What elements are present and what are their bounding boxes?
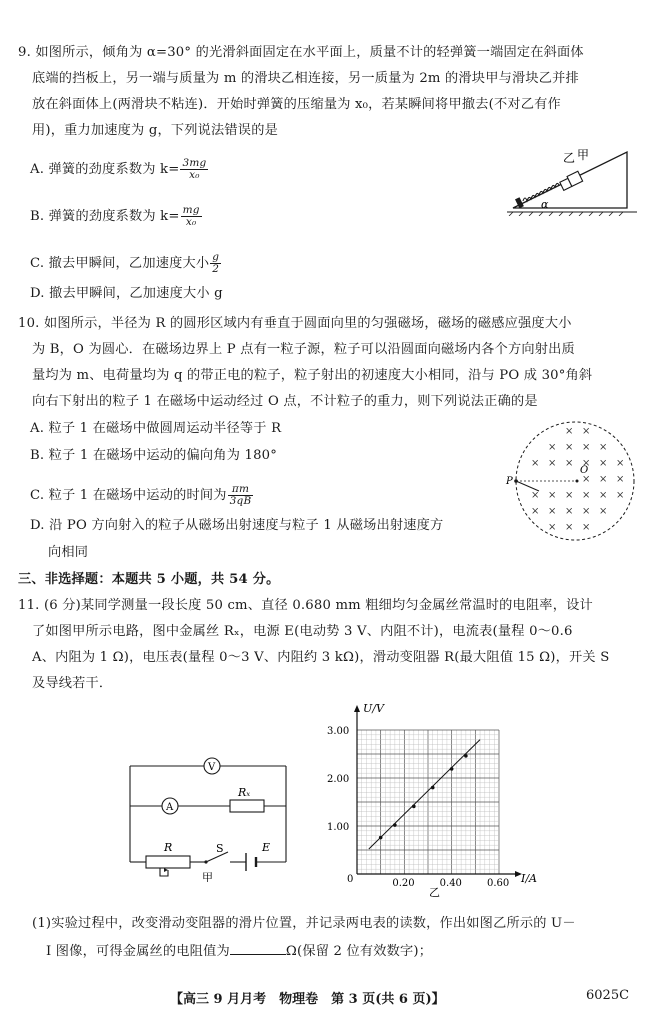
field-cross: ×: [616, 474, 625, 485]
field-cross: ×: [548, 490, 557, 501]
x-tick-label: 0.60: [487, 878, 510, 889]
label-yi: 乙: [563, 151, 576, 165]
field-crosses: [531, 426, 624, 533]
label-o: O: [580, 465, 589, 476]
resistor-rx: [230, 800, 264, 812]
field-cross: ×: [582, 474, 591, 485]
ground-hatch: [509, 212, 623, 216]
data-point: [412, 805, 416, 809]
resistor-rx-label: Rₓ: [238, 786, 251, 799]
data-point: [450, 767, 454, 771]
field-cross: ×: [565, 442, 574, 453]
field-cross: ×: [582, 458, 591, 469]
rheostat-label: R: [164, 841, 173, 854]
footer-title: 【高三 9 月月考 物理卷 第 3 页(共 6 页)】: [170, 992, 445, 1007]
q11-sub1-suffix: Ω(保留 2 位有效数字)；: [285, 944, 433, 959]
answer-blank[interactable]: [230, 942, 286, 955]
field-cross: ×: [548, 506, 557, 517]
data-point: [379, 836, 383, 840]
field-cross: ×: [531, 458, 540, 469]
data-point: [431, 786, 435, 790]
label-alpha: α: [541, 198, 549, 211]
q9-line-1: 9. 如图所示，倾角为 α=30° 的光滑斜面固定在水平面上，质量不计的轻弹簧一端固定在斜面体: [18, 45, 584, 60]
q9-option-b-text: B. 弹簧的劲度系数为 k=: [30, 209, 180, 224]
circuit-diagram: [124, 752, 294, 882]
graph-caption: 乙: [429, 886, 440, 898]
point-p: [514, 479, 518, 483]
field-cross: ×: [599, 490, 608, 501]
x-tick-label: 0.20: [392, 878, 415, 889]
graph-axes: [354, 705, 522, 877]
field-cross: ×: [616, 490, 625, 501]
y-tick-label: 3.00: [327, 726, 350, 737]
battery-label: E: [262, 841, 271, 854]
q10-option-d-line-2: 向相同: [48, 545, 89, 560]
q11-line-4: 及导线若干．: [32, 676, 113, 691]
q11-line-3: A、内阻为 1 Ω)，电压表(量程 0～3 V、内阻约 3 kΩ)，滑动变阻器 R(最大阻值 15 Ω)，开关 S: [32, 650, 610, 665]
q10-option-b: B. 粒子 1 在磁场中运动的偏向角为 180°: [30, 448, 278, 463]
field-cross: ×: [565, 426, 574, 437]
y-axis-arrow: [354, 705, 360, 712]
voltmeter-label: V: [208, 762, 216, 773]
field-cross: ×: [565, 458, 574, 469]
graph-grid: [357, 730, 499, 874]
q10-line-1: 10. 如图所示，半径为 R 的圆形区域内有垂直于圆面向里的匀强磁场，磁场的磁感应强度大小: [18, 316, 572, 331]
q10-line-4: 向右下射出的粒子 1 在磁场中运动经过 O 点，不计粒子的重力，则下列说法正确的是: [32, 394, 538, 409]
blocks: [559, 171, 583, 190]
y-tick-label: 2.00: [327, 774, 350, 785]
q10-option-a: A. 粒子 1 在磁场中做圆周运动半径等于 R: [30, 421, 282, 436]
q9-option-b: [30, 205, 202, 228]
field-cross: ×: [548, 458, 557, 469]
x-axis-label: I/A: [521, 872, 537, 885]
q10-option-d-line-1: D. 沿 PO 方向射入的粒子从磁场出射速度与粒子 1 从磁场出射速度方: [30, 518, 444, 533]
data-point: [464, 754, 468, 758]
rheostat-slider: [164, 868, 168, 872]
q11-line-2: 了如图甲所示电路，图中金属丝 Rₓ，电源 E(电动势 3 V、内阻不计)，电流表(量程 0～0.6: [32, 624, 573, 639]
switch-pivot: [204, 860, 207, 863]
q9-line-3: 放在斜面体上(两滑块不粘连)．开始时弹簧的压缩量为 x₀，若某瞬间将甲撤去(不对乙有作: [32, 97, 561, 112]
rheostat-r: [146, 856, 190, 868]
label-jia: 甲: [577, 148, 590, 162]
q9-option-c-text: C. 撤去甲瞬间，乙加速度大小: [30, 256, 210, 271]
magnetic-field-figure: [505, 420, 643, 544]
field-cross: ×: [582, 522, 591, 533]
q11-line-1: 11. (6 分)某同学测量一段长度 50 cm、直径 0.680 mm 粗细均匀金属丝常温时的电阻率，设计: [18, 598, 593, 613]
footer-code: 6025C: [586, 988, 630, 1003]
q11-sub1-line-2: [46, 942, 432, 960]
y-tick-label: 1.00: [327, 822, 350, 833]
field-cross: ×: [599, 442, 608, 453]
q11-sub1-prefix: I 图像，可得金属丝的电阻值为: [46, 944, 230, 959]
ammeter-label: A: [166, 802, 174, 813]
field-cross: ×: [582, 442, 591, 453]
q10-line-3: 量均为 m、电荷量均为 q 的带正电的粒子，粒子射出的初速度大小相同，沿与 PO 成 30°角斜: [32, 368, 593, 383]
q10-option-c-fraction: $\frac{\pi m}{3qB}$: [229, 483, 252, 507]
q10-line-2: 为 B，O 为圆心．在磁场边界上 P 点有一粒子源，粒子可以沿圆面向磁场内各个方向射出质: [32, 342, 575, 357]
field-cross: ×: [582, 426, 591, 437]
field-cross: ×: [548, 442, 557, 453]
field-cross: ×: [582, 490, 591, 501]
q9-option-b-fraction: $\frac{mg}{\text{x₀}}$: [182, 204, 200, 228]
q9-option-a: [30, 158, 208, 181]
label-p: P: [506, 476, 513, 487]
field-cross: ×: [565, 506, 574, 517]
data-point: [393, 823, 397, 827]
q9-option-c-fraction: $\frac{g}{2}$: [212, 251, 220, 275]
q9-option-a-text: A. 弹簧的劲度系数为 k=: [30, 162, 180, 177]
y-axis-label: U/V: [363, 702, 384, 715]
q9-option-c: [30, 252, 221, 275]
q9-option-d: D. 撤去甲瞬间，乙加速度大小 g: [30, 286, 223, 301]
x-tick-label: 0.40: [439, 878, 462, 889]
q11-sub1-line-1: (1)实验过程中，改变滑动变阻器的滑片位置，并记录两电表的读数，作出如图乙所示的 U－: [32, 916, 576, 931]
field-cross: ×: [616, 458, 625, 469]
field-cross: ×: [599, 506, 608, 517]
circuit-caption: 甲: [202, 871, 213, 882]
field-cross: ×: [531, 490, 540, 501]
point-o: [576, 480, 579, 483]
field-cross: ×: [599, 474, 608, 485]
field-cross: ×: [599, 458, 608, 469]
origin-label: 0: [347, 874, 354, 885]
q9-option-a-fraction: $\frac{3mg}{\text{x₀}}$: [182, 157, 207, 181]
field-cross: ×: [548, 522, 557, 533]
switch-label: S: [216, 842, 224, 855]
q10-option-c-text: C. 粒子 1 在磁场中运动的时间为: [30, 488, 227, 503]
field-cross: ×: [531, 506, 540, 517]
field-cross: ×: [582, 506, 591, 517]
q10-option-c: [30, 484, 253, 507]
q9-line-4: 用)，重力加速度为 g，下列说法错误的是: [32, 123, 278, 138]
field-cross: ×: [565, 522, 574, 533]
q9-line-2: 底端的挡板上，另一端与质量为 m 的滑块乙相连接，另一质量为 2m 的滑块甲与滑块乙并排: [32, 71, 579, 86]
field-cross: ×: [565, 490, 574, 501]
section-heading: 三、非选择题：本题共 5 小题，共 54 分。: [18, 572, 280, 587]
incline-figure: [505, 146, 643, 216]
u-i-graph: [325, 702, 545, 898]
